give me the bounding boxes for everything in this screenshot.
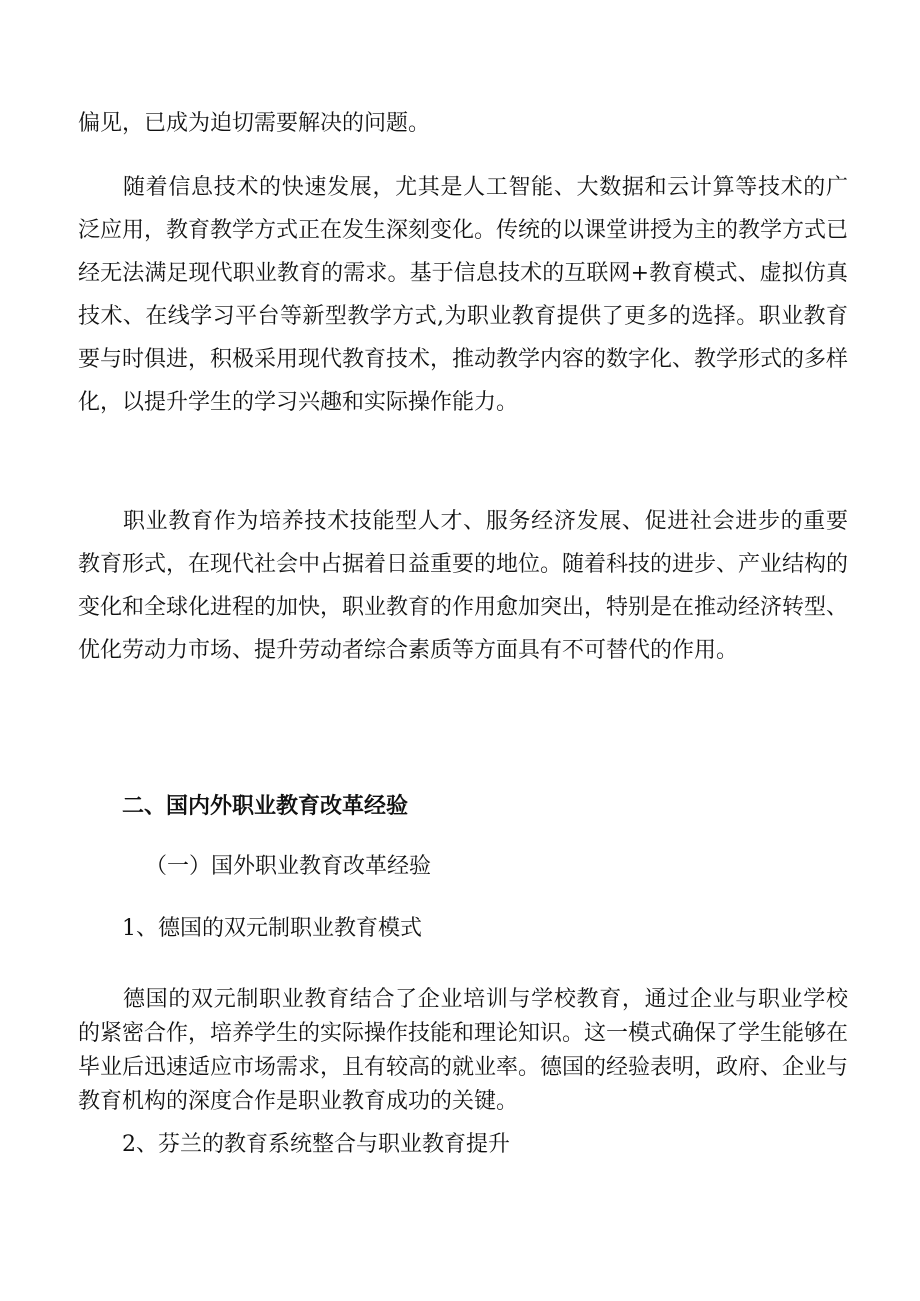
- section-heading: 二、国内外职业教育改革经验: [122, 794, 409, 819]
- paragraph-information-technology: 随着信息技术的快速发展，尤其是人工智能、大数据和云计算等技术的广泛应用，教育教学方式正在发生深刻变化。传统的以课堂讲授为主的教学方式已经无法满足现代职业教育的需求。基于信息技术的互联网+教育模式、虚拟仿真技术、在线学习平台等新型教学方式,为职业教育提供了更多的选择。职业教育要与时俱进，积极采用现代教育技术，推动教学内容的数字化、教学形式的多样化，以提升学生的学习兴趣和实际操作能力。: [78, 175, 849, 415]
- paragraph-continuation: 偏见，已成为迫切需要解决的问题。: [78, 111, 431, 136]
- item-heading-finland: 2、芬兰的教育系统整合与职业教育提升: [122, 1132, 510, 1157]
- paragraph-germany-dual-system: 德国的双元制职业教育结合了企业培训与学校教育，通过企业与职业学校的紧密合作，培养学生的实际操作技能和理论知识。这一模式确保了学生能够在毕业后迅速适应市场需求，且有较高的就业率。德国的经验表明，政府、企业与教育机构的深度合作是职业教育成功的关键。: [78, 987, 849, 1114]
- subsection-heading: （一）国外职业教育改革经验: [145, 854, 432, 879]
- paragraph-vocational-education-role: 职业教育作为培养技术技能型人才、服务经济发展、促进社会进步的重要教育形式，在现代社会中占据着日益重要的地位。随着科技的进步、产业结构的变化和全球化进程的加快，职业教育的作用愈加突出，特别是在推动经济转型、优化劳动力市场、提升劳动者综合素质等方面具有不可替代的作用。: [78, 509, 849, 663]
- item-heading-germany: 1、德国的双元制职业教育模式: [122, 916, 422, 941]
